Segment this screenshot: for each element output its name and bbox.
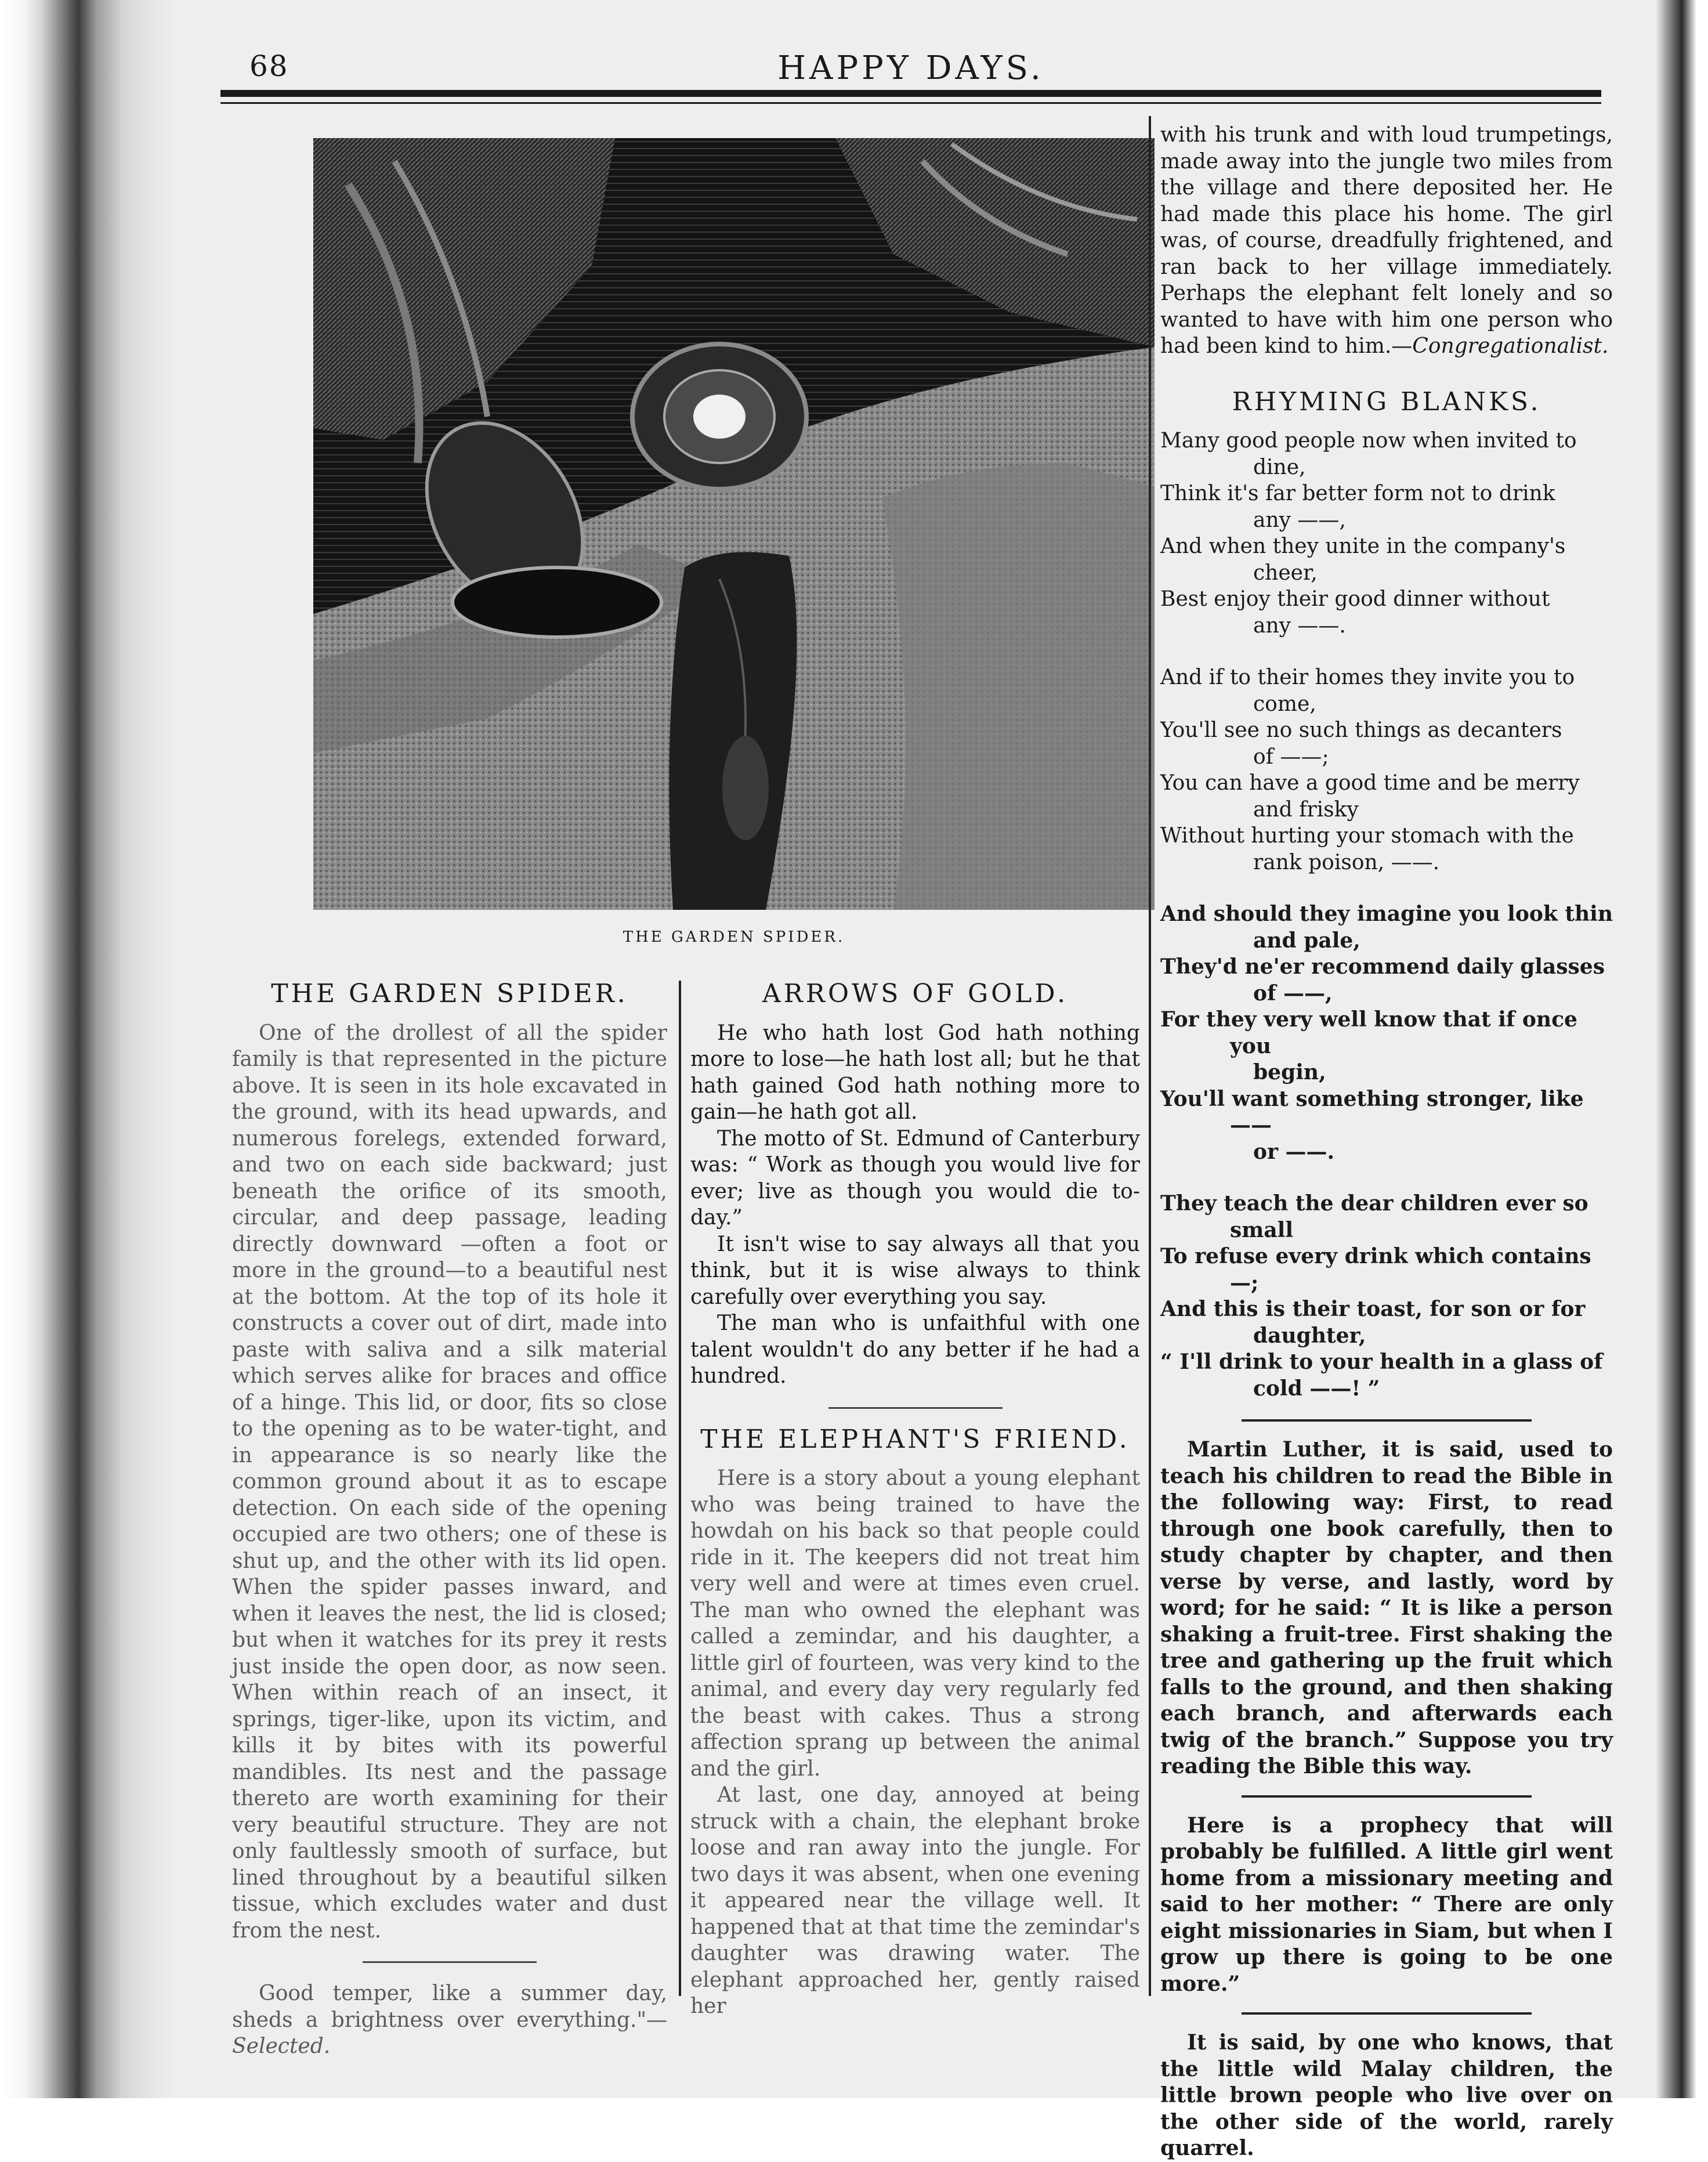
running-title: HAPPY DAYS.: [777, 49, 1044, 87]
poem-line: Without hurting your stomach with the rank poison, ——.: [1160, 824, 1574, 874]
header-rule-thin: [220, 102, 1601, 104]
rhyming-blanks-poem: [1160, 428, 1613, 1402]
elephant-paragraph-2: At last, one day, annoyed at being struck with a chain, the elephant broke loose and ran away into the jungle. For two days it was absent, when one evening it appeared near the village well. It happened that at that time the zemindar's daughter was drawing water. The elephant approached her, gently raised her: [690, 1783, 1140, 2018]
page-number: 68: [249, 49, 289, 83]
separator-rule: [1242, 1419, 1532, 1422]
column-1: [232, 981, 667, 2060]
poem-stanza: [1160, 664, 1613, 876]
engraving-art: [313, 138, 1155, 910]
good-temper-attribution: Selected.: [232, 2034, 331, 2058]
poem-line: Best enjoy their good dinner without any ——.: [1160, 587, 1550, 638]
poem-line: To refuse every drink which contains —;: [1160, 1244, 1591, 1295]
column-3: [1160, 122, 1613, 2162]
separator-rule: [363, 1961, 537, 1963]
page-right-edge: [1656, 0, 1708, 2098]
poem-line: “ I'll drink to your health in a glass of cold ——! ”: [1160, 1350, 1603, 1401]
good-temper-quote: [232, 1980, 667, 2060]
poem-line: You'll want something stronger, like —— or ——.: [1160, 1086, 1584, 1164]
poem-line: For they very well know that if once you begin,: [1160, 1007, 1577, 1084]
arrows-paragraph-2: The motto of St. Edmund of Canterbury was: “ Work as though you would live for ever; live as though you would die to-day.”: [690, 1126, 1140, 1230]
column-divider-1: [679, 981, 681, 1996]
poem-stanza: [1160, 428, 1613, 639]
separator-rule: [828, 1407, 1003, 1409]
elephant-continuation: [1160, 122, 1613, 360]
poem-line: And should they imagine you look thin and pale,: [1160, 902, 1613, 953]
malay-paragraph: It is said, by one who knows, that the little wild Malay children, the little brown people who live over on the other side of the world, rarely quarrel.: [1160, 2030, 1613, 2160]
poem-line: You can have a good time and be merry and frisky: [1160, 771, 1580, 822]
poem-line: And if to their homes they invite you to come,: [1160, 666, 1575, 716]
header-rule-thick: [220, 90, 1601, 97]
separator-rule: [1242, 2012, 1532, 2015]
garden-spider-illustration: [313, 138, 1155, 910]
poem-line: You'll see no such things as decanters of ——;: [1160, 718, 1562, 769]
article-heading-elephants-friend: THE ELEPHANT'S FRIEND.: [700, 1424, 1130, 1454]
column-divider-2: [1149, 116, 1151, 1996]
arrows-paragraph-4: The man who is unfaithful with one talent wouldn't do any better if he had a hundred.: [690, 1311, 1140, 1388]
book-binding-edge: [0, 0, 174, 2098]
poem-heading-rhyming-blanks: RHYMING BLANKS.: [1232, 386, 1541, 417]
poem-line: And when they unite in the company's cheer,: [1160, 534, 1566, 585]
poem-line: And this is their toast, for son or for daughter,: [1160, 1297, 1586, 1348]
poem-stanza: [1160, 1191, 1613, 1402]
garden-spider-body: One of the drollest of all the spider family is that represented in the picture above. It is seen in its hole excavated in the ground, with its head upwards, and numerous forelegs, extended forward, and two on each side backward; just beneath the orifice of its smooth, circular, and deep passage, leading directly downward —often a foot or more in the ground—to a beautiful nest at the bottom. At the top of its hole it constructs a cover out of dirt, made into paste with saliva and a silk material which serves alike for braces and office of a hinge. This lid, or door, fits so close to the opening as to be water-tight, and in appearance is so nearly like the common ground about it as to escape detection. On each side of the opening occupied are two others; one of these is shut up, and the other with its lid open. When the spider passes inward, and when it leaves the nest, the lid is closed; but when it watches for its prey it rests just inside the open door, as now seen. When within reach of an insect, it springs, tiger-like, upon its victim, and kills it by bites with its powerful mandibles. Its nest and the passage thereto are worth examining for their very beautiful structure. They are not only faultlessly smooth of surface, but lined throughout by a beautiful silken tissue, which excludes water and dust from the nest.: [232, 1021, 667, 1943]
elephant-paragraph-1: Here is a story about a young elephant who was being trained to have the howdah on his back so that people could ride in it. The keepers did not treat him very well and were at times even cruel. The man who owned the elephant was called a zemindar, and his daughter, a little girl of fourteen, was very kind to the animal, and every day very regularly fed the beast with cakes. Thus a strong affection sprang up between the animal and the girl.: [690, 1466, 1140, 1781]
column-2: [690, 981, 1140, 2020]
arrows-paragraph-1: He who hath lost God hath nothing more to lose—he hath lost all; but he that hath gained God hath nothing more to gain—he hath got all.: [690, 1021, 1140, 1124]
poem-line: Think it's far better form not to drink any ——,: [1160, 482, 1555, 532]
figure-caption: THE GARDEN SPIDER.: [623, 928, 845, 946]
arrows-paragraph-3: It isn't wise to say always all that you think, but it is wise always to think carefully over everything you say.: [690, 1232, 1140, 1309]
article-heading-garden-spider: THE GARDEN SPIDER.: [271, 979, 628, 1008]
elephant-attribution: Congregationalist.: [1412, 334, 1609, 358]
poem-line: They'd ne'er recommend daily glasses of ——,: [1160, 955, 1605, 1006]
poem-stanza: [1160, 901, 1613, 1165]
poem-line: They teach the dear children ever so small: [1160, 1191, 1588, 1242]
separator-rule: [1242, 1795, 1532, 1798]
prophecy-paragraph: Here is a prophecy that will probably be fulfilled. A little girl went home from a missionary meeting and said to her mother: “ There are only eight missionaries in Siam, but when I grow up there is going to be one more.”: [1160, 1813, 1613, 1996]
elephant-continuation-text: with his trunk and with loud trumpetings, made away into the jungle two miles from the village and there deposited her. He had made this place his home. The girl was, of course, dreadfully frightened, and ran back to her village immediately. Perhaps the elephant felt lonely and so wanted to have with him one person who had been kind to him.—: [1160, 123, 1613, 358]
poem-line: Many good people now when invited to dine,: [1160, 429, 1577, 479]
luther-paragraph: Martin Luther, it is said, used to teach his children to read the Bible in the following way: First, to read through one book carefully, then to study chapter by chapter, and then verse by verse, and lastly, word by word; for he said: “ It is like a person shaking a fruit-tree. First shaking the tree and gathering up the fruit which falls to the ground, and then shaking each branch, and afterwards each twig of the branch.” Suppose you try reading the Bible this way.: [1160, 1437, 1613, 1778]
article-heading-arrows-of-gold: ARROWS OF GOLD.: [762, 979, 1069, 1008]
good-temper-text: Good temper, like a summer day, sheds a brightness over everything."—: [232, 1982, 667, 2032]
